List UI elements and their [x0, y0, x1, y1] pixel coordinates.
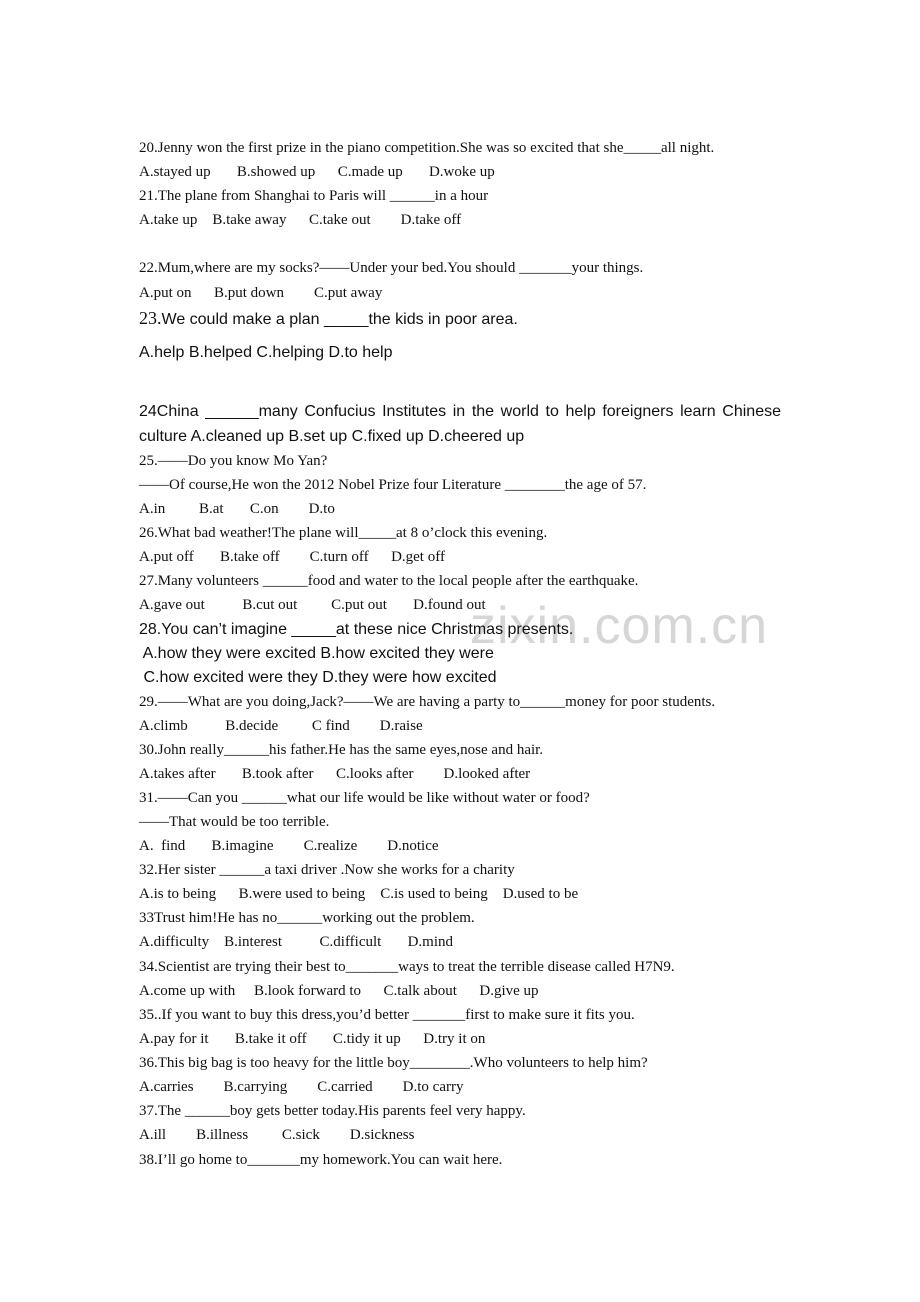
options-35: A.pay for it B.take it off C.tidy it up D.try it on: [139, 1031, 486, 1047]
question-20: 20.Jenny won the first prize in the piano competition.She was so excited that she_____all night.: [139, 140, 715, 156]
options-24: culture A.cleaned up B.set up C.fixed up D.cheered up: [139, 428, 525, 445]
options-28-cd: C.how excited were they D.they were how excited: [139, 669, 497, 686]
options-37: A.ill B.illness C.sick D.sickness: [139, 1127, 415, 1143]
question-36: 36.This big bag is too heavy for the little boy________.Who volunteers to help him?: [139, 1055, 648, 1071]
question-30: 30.John really______his father.He has the same eyes,nose and hair.: [139, 742, 544, 758]
options-21: A.take up B.take away C.take out D.take off: [139, 212, 462, 228]
question-23-text: We could make a plan _____the kids in poor area.: [161, 311, 518, 328]
question-34: 34.Scientist are trying their best to_______ways to treat the terrible disease called H7N9.: [139, 959, 675, 975]
watermark: zixin.com.cn: [470, 597, 769, 655]
question-25-answer: ——Of course,He won the 2012 Nobel Prize four Literature ________the age of 57.: [139, 477, 647, 493]
question-29: 29.——What are you doing,Jack?——We are having a party to______money for poor students.: [139, 694, 716, 710]
question-22: 22.Mum,where are my socks?——Under your bed.You should _______your things.: [139, 260, 644, 276]
question-31: 31.——Can you ______what our life would be like without water or food?: [139, 790, 590, 806]
options-30: A.takes after B.took after C.looks after D.looked after: [139, 766, 531, 782]
options-28-ab: A.how they were excited B.how excited they were: [139, 645, 494, 662]
question-31-answer: ——That would be too terrible.: [139, 814, 330, 830]
question-23: [139, 309, 518, 328]
question-28: 28.You can’t imagine _____at these nice Christmas presents.: [139, 621, 574, 638]
question-26: 26.What bad weather!The plane will_____at 8 o’clock this evening.: [139, 525, 548, 541]
options-26: A.put off B.take off C.turn off D.get off: [139, 549, 445, 565]
options-25: A.in B.at C.on D.to: [139, 501, 335, 517]
question-27: 27.Many volunteers ______food and water to the local people after the earthquake.: [139, 573, 639, 589]
question-23-number: 23.: [139, 308, 162, 328]
options-20: A.stayed up B.showed up C.made up D.woke up: [139, 164, 495, 180]
question-38: 38.I’ll go home to_______my homework.You can wait here.: [139, 1152, 503, 1168]
options-23: A.help B.helped C.helping D.to help: [139, 344, 393, 361]
question-25: 25.——Do you know Mo Yan?: [139, 453, 328, 469]
question-21: 21.The plane from Shanghai to Paris will ______in a hour: [139, 188, 489, 204]
options-32: A.is to being B.were used to being C.is used to being D.used to be: [139, 886, 579, 902]
options-34: A.come up with B.look forward to C.talk about D.give up: [139, 983, 539, 999]
question-32: 32.Her sister ______a taxi driver .Now she works for a charity: [139, 862, 515, 878]
question-24: 24China ______many Confucius Institutes in the world to help foreigners learn Chinese: [139, 403, 781, 420]
options-29: A.climb B.decide C find D.raise: [139, 718, 423, 734]
options-31: A. find B.imagine C.realize D.notice: [139, 838, 439, 854]
options-22: A.put on B.put down C.put away: [139, 285, 383, 301]
question-35: 35..If you want to buy this dress,you’d better _______first to make sure it fits you.: [139, 1007, 635, 1023]
options-33: A.difficulty B.interest C.difficult D.mind: [139, 934, 454, 950]
options-27: A.gave out B.cut out C.put out D.found out: [139, 597, 486, 613]
question-37: 37.The ______boy gets better today.His parents feel very happy.: [139, 1103, 526, 1119]
options-36: A.carries B.carrying C.carried D.to carry: [139, 1079, 464, 1095]
question-33: 33Trust him!He has no______working out the problem.: [139, 910, 475, 926]
